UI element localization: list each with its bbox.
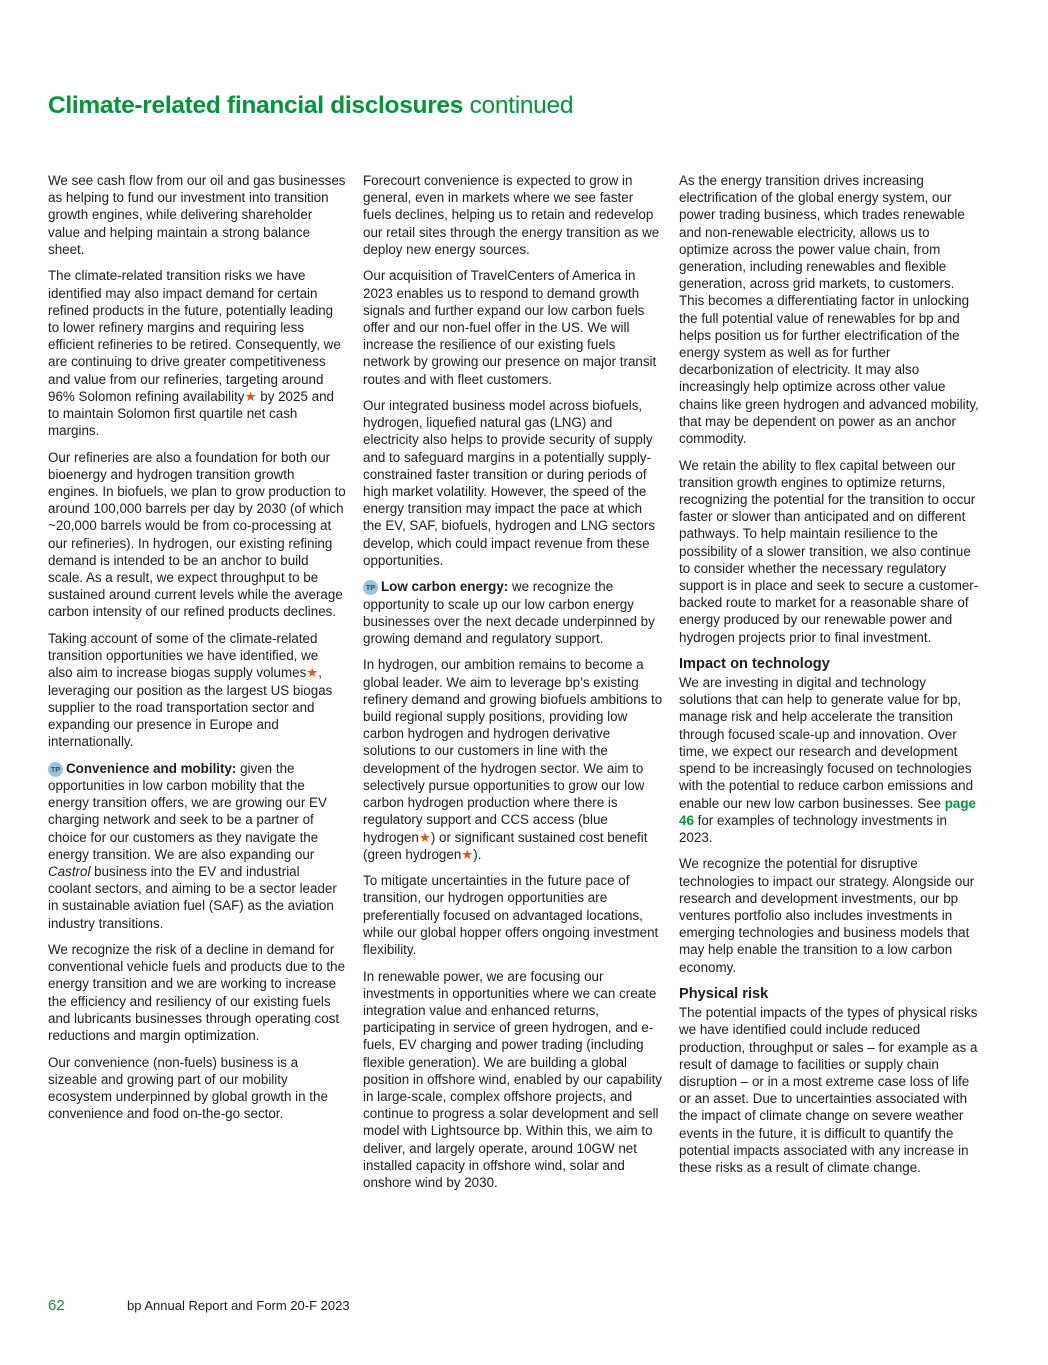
paragraph: We retain the ability to flex capital between our transition growth engines to optimize returns, recognizing the potential for the transition to occur faster or slower than anticipated and on different pathways. To help maintain resilience to the possibility of a slower transition, we also continue to consider whether the necessary regulatory support is in place and seek to secure a customer-backed route to market for a reasonable share of energy produced by our renewable power and hydrogen projects prior to final investment. (679, 457, 979, 645)
lead-in: Convenience and mobility: (66, 760, 237, 776)
transition-pillar-icon: TP (48, 762, 63, 777)
section-heading-technology: Impact on technology (679, 656, 830, 673)
paragraph: We recognize the risk of a decline in demand for conventional vehicle fuels and products due to the energy transition and we are working to increase the efficiency and resiliency of our existing fuels and lubricants businesses through operating cost reductions and margin optimization. (48, 942, 346, 1044)
star-icon: ★ (244, 388, 257, 404)
page-46-link[interactable]: page 46 (679, 795, 977, 828)
paragraph: Our refineries are also a foundation for both our bioenergy and hydrogen transition growth engines. In biofuels, we plan to grow production to around 100,000 barrels per day by 2030 (of which ~20,000 barrels would be from co-processing at our refineries). In hydrogen, our existing refining demand is intended to be an anchor to build scale. As a result, we expect throughput to be sustained around current levels while the average carbon intensity of our refined products declines. (48, 449, 346, 620)
lead-in: Low carbon energy: (381, 579, 509, 595)
brand-name: Castrol (48, 863, 91, 879)
page-number: 62 (48, 1297, 65, 1314)
paragraph: As the energy transition drives increasing electrification of the global energy system, our power trading business, which trades renewable and non-renewable electricity, allows us to optimize across the power value chain, from generation, including renewables and flexible generation, across grid markets, to customers. This becomes a differentiating factor in unlocking the full potential value of renewables for bp and helps position us for further electrification of the energy system as well as for further decarbonization of electricity. It may also increasingly help optimize across other value chains like green hydrogen and advanced mobility, that may be dependent on power as an anchor commodity. (679, 173, 979, 447)
star-icon: ★ (418, 829, 431, 845)
star-icon: ★ (306, 665, 319, 681)
paragraph: Taking account of some of the climate-related transition opportunities we have identified, we also aim to increase biogas supply volumes★, leveraging our position as the largest US biogas supplier to the road transportation sector and expanding our presence in Europe and internationally. (48, 630, 333, 750)
paragraph: We recognize the potential for disruptive technologies to impact our strategy. Alongside our research and development investments, our bp ventures portfolio also includes investments in emerging technologies and business models that may help enable the transition to a low carbon economy. (679, 856, 975, 975)
column-1 (48, 172, 346, 1132)
paragraph: Our acquisition of TravelCenters of America in 2023 enables us to respond to demand growth signals and further expand our low carbon fuels offer and our non-fuel offer in the US. We will increase the resilience of our existing fuels network by growing our presence on major transit routes and with fleet customers. (363, 268, 657, 387)
paragraph: The climate-related transition risks we have identified may also impact demand for certain refined products in the future, potentially leading to lower refinery margins and requiring less efficient refineries to be retired. Consequently, we are continuing to drive greater competitiveness and value from our refineries, targeting around 96% Solomon refining availability★ by 2025 and to maintain Solomon first quartile net cash margins. (48, 268, 341, 439)
page-title-continued: continued (469, 92, 574, 119)
paragraph-low-carbon-energy: TP Low carbon energy: we recognize the opportunity to scale up our low carbon energy businesses over the next decade underpinned by growing demand and regulatory support. (363, 579, 655, 646)
star-icon: ★ (461, 846, 474, 862)
paragraph: Forecourt convenience is expected to grow in general, even in markets where we see faster fuels declines, helping us to retain and redevelop our retail sites through the energy transition as we deploy new energy sources. (363, 173, 660, 257)
section-heading-physical-risk: Physical risk (679, 986, 769, 1003)
paragraph: We are investing in digital and technology solutions that can help to generate value for bp, manage risk and help accelerate the transition through focused scale-up and innovation. Over time, we expect our research and development spend to be increasingly focused on technologies with the potential to reduce carbon emissions and enable our new low carbon businesses. See page 46 for examples of technology investments in 2023. (679, 675, 977, 845)
page-title (48, 90, 573, 122)
paragraph: The potential impacts of the types of physical risks we have identified could include reduced production, throughput or sales – for example as a result of damage to facilities or supply chain disruption – or in a most extreme case loss of life or an asset. Due to uncertainties associated with the impact of climate change on severe weather events in the future, it is difficult to quantify the potential impacts associated with any increase in these risks as a result of climate change. (679, 1005, 978, 1175)
paragraph: In renewable power, we are focusing our investments in opportunities where we can create integration value and enhanced returns, participating in service of green hydrogen, and e-fuels, EV charging and power trading (including flexible generation). We are building a global position in offshore wind, enabled by our capability in large-scale, complex offshore projects, and continue to progress a solar development and sell model with Lightsource bp. Within this, we aim to deliver, and largely operate, around 10GW net installed capacity in offshore wind, solar and onshore wind by 2030. (363, 968, 663, 1190)
column-2 (363, 172, 663, 1200)
footer-document-title: bp Annual Report and Form 20-F 2023 (127, 1298, 350, 1313)
column-3 (679, 172, 979, 1185)
paragraph: Our integrated business model across biofuels, hydrogen, liquefied natural gas (LNG) and electricity also helps to provide security of supply and to safeguard margins in a potentially supply-constrained faster transition or during periods of high market volatility. However, the speed of the energy transition may impact the pace at which the EV, SAF, biofuels, hydrogen and LNG sectors develop, which could impact revenue from these opportunities. (363, 398, 656, 568)
paragraph-convenience-mobility: TP Convenience and mobility: given the opportunities in low carbon mobility that the energy transition offers, we are growing our EV charging network and seek to be a partner of choice for our customers as they navigate the energy transition. We are also expanding our Castrol business into the EV and industrial coolant sectors, and aiming to be a sector leader in sustainable aviation fuel (SAF) as the aviation industry transitions. (48, 760, 337, 931)
paragraph: We see cash flow from our oil and gas businesses as helping to fund our investment into transition growth engines, while delivering shareholder value and helping maintain a strong balance sheet. (48, 173, 346, 257)
transition-pillar-icon: TP (363, 580, 378, 595)
page-title-main: Climate-related financial disclosures (48, 92, 464, 119)
paragraph: In hydrogen, our ambition remains to become a global leader. We aim to leverage bp’s existing refinery demand and growing biofuels ambitions to build regional supply positions, providing low carbon hydrogen and hydrogen derivative solutions to our customers in line with the development of the hydrogen sector. We aim to selectively pursue opportunities to grow our low carbon hydrogen production where there is regulatory support and CCS access (blue hydrogen★) or significant sustained cost benefit (green hydrogen★). (363, 657, 663, 862)
paragraph: Our convenience (non-fuels) business is a sizeable and growing part of our mobility ecosystem underpinned by global growth in the convenience and food on-the-go sector. (48, 1054, 328, 1122)
paragraph: To mitigate uncertainties in the future pace of transition, our hydrogen opportunities are preferentially focused on advantaged locations, while our global hopper offers ongoing investment flexibility. (363, 873, 659, 958)
